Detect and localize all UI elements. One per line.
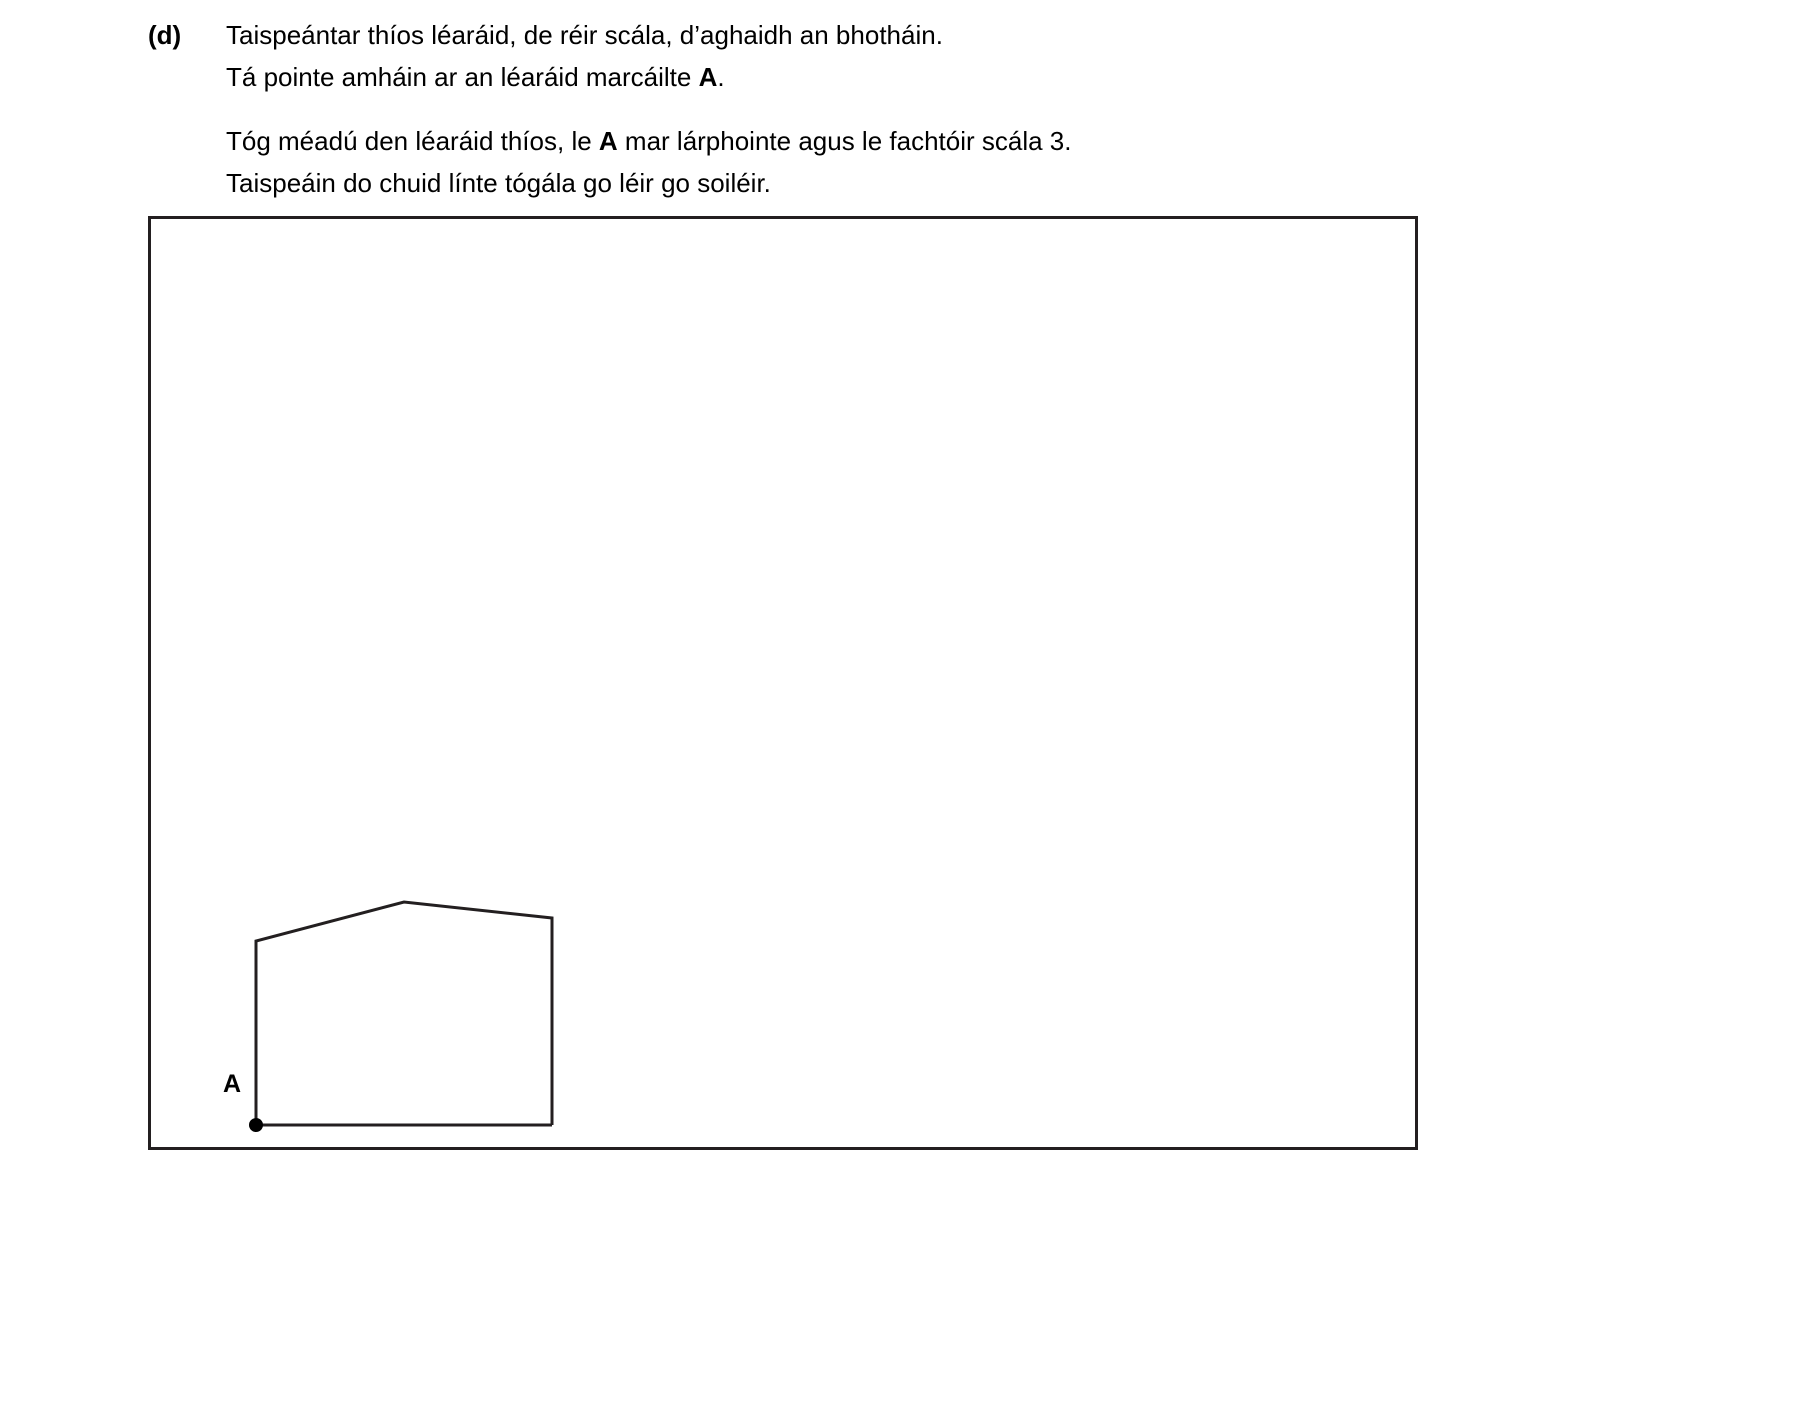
question-line-1 <box>226 14 1071 56</box>
question-line-2-text: Tá pointe amháin ar an léaráid marcáilte <box>226 62 699 92</box>
house-outline-icon <box>256 902 552 1125</box>
question-first-paragraph <box>148 14 1448 204</box>
question-part-d <box>148 14 1448 204</box>
paragraph-spacer <box>226 98 1071 120</box>
question-line-3-text: Tóg méadú den léaráid thíos, le <box>226 126 599 156</box>
question-line-1-text: Taispeántar thíos léaráid, de réir scála, d’aghaidh an bhotháin. <box>226 20 943 50</box>
question-text-group <box>226 14 1071 204</box>
question-line-2-period: . <box>717 62 725 92</box>
point-reference-a: A <box>698 62 718 92</box>
house-diagram-svg <box>151 219 1421 1153</box>
part-label: (d) <box>148 20 182 50</box>
diagram-container <box>151 219 1421 1153</box>
answer-area-box[interactable] <box>148 216 1418 1150</box>
question-line-2 <box>226 56 1071 98</box>
point-a-label: A <box>223 1070 242 1098</box>
question-line-4 <box>226 162 1071 204</box>
point-a-dot-icon <box>249 1118 263 1132</box>
question-line-3 <box>226 120 1071 162</box>
question-line-4-text: Taispeáin do chuid línte tógála go léir go soiléir. <box>226 168 771 198</box>
centre-point-reference-a: A <box>598 126 618 156</box>
question-line-3-rest: mar lárphointe agus le fachtóir scála 3. <box>617 126 1072 156</box>
